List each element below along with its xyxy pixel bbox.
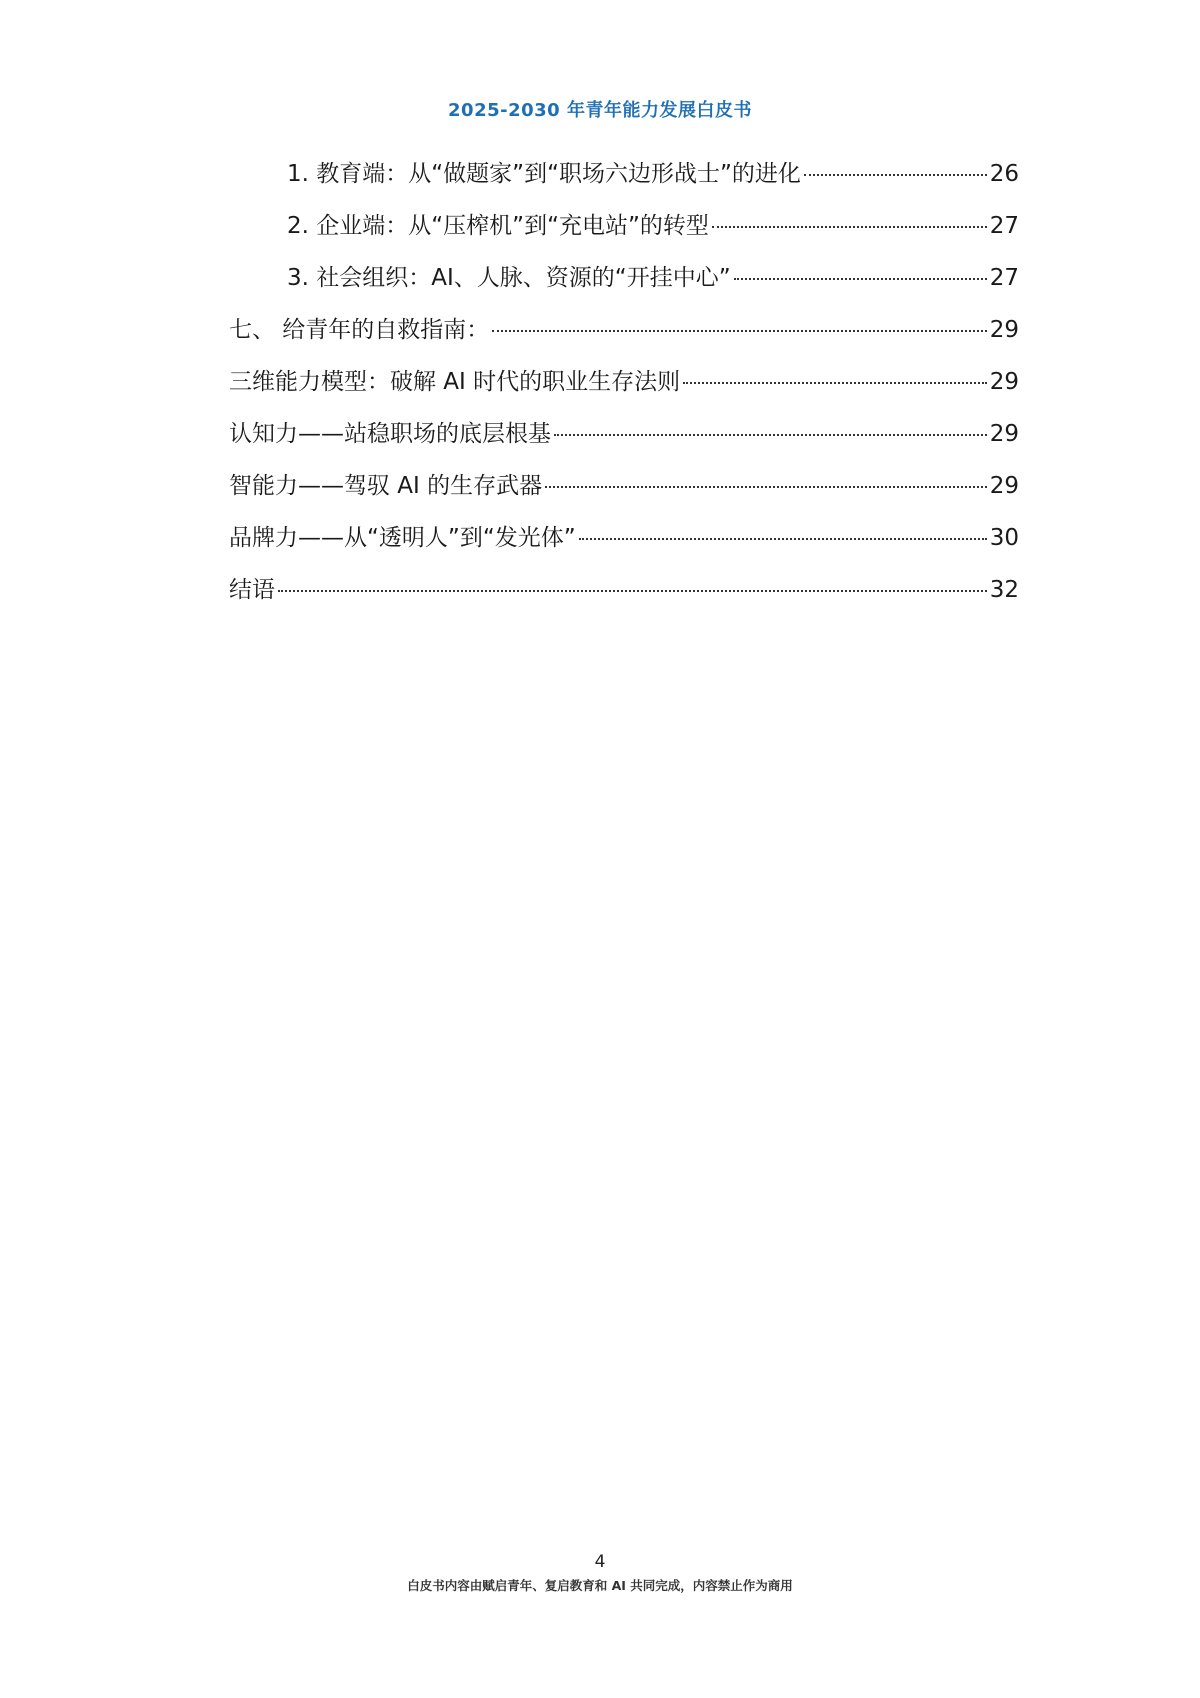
page-number: 4 (594, 1552, 606, 1572)
toc-entry[interactable] (229, 356, 1019, 408)
footer-disclaimer: 白皮书内容由赋启青年、复启教育和 AI 共同完成，内容禁止作为商用 (407, 1578, 793, 1593)
toc-dot-leader (545, 486, 987, 488)
toc-entry[interactable] (229, 200, 1019, 252)
toc-entry[interactable] (229, 252, 1019, 304)
toc-entry-page: 29 (989, 317, 1019, 343)
toc-dot-leader (554, 434, 987, 436)
toc-entry-page: 29 (989, 369, 1019, 395)
toc-dot-leader (804, 174, 987, 176)
toc-entry[interactable] (229, 408, 1019, 460)
toc-entry[interactable] (229, 512, 1019, 564)
toc-entry-page: 29 (989, 473, 1019, 499)
toc-entry-page: 32 (989, 577, 1019, 603)
toc-dot-leader (734, 278, 987, 280)
toc-entry-page: 27 (989, 213, 1019, 239)
toc-entry-title: 智能力——驾驭 AI 的生存武器 (229, 473, 543, 499)
toc-entry-title: 1. 教育端：从“做题家”到“职场六边形战士”的进化 (287, 161, 801, 187)
toc-entry-page: 26 (989, 161, 1019, 187)
toc-dot-leader (579, 538, 987, 540)
toc-dot-leader (712, 226, 987, 228)
toc-entry[interactable] (229, 460, 1019, 512)
toc-entry-title: 2. 企业端：从“压榨机”到“充电站”的转型 (287, 213, 709, 239)
toc-entry-title: 七、 给青年的自救指南： (229, 317, 490, 343)
toc-dot-leader (278, 590, 987, 592)
toc-dot-leader (683, 382, 987, 384)
toc-entry[interactable] (229, 304, 1019, 356)
toc-entry-page: 30 (989, 525, 1019, 551)
toc-dot-leader (492, 330, 986, 332)
toc-entry-title: 结语 (229, 577, 275, 603)
toc-entry-page: 29 (989, 421, 1019, 447)
toc-entry-title: 认知力——站稳职场的底层根基 (229, 421, 551, 447)
running-header: 2025-2030 年青年能力发展白皮书 (448, 100, 752, 121)
toc-entry-title: 三维能力模型：破解 AI 时代的职业生存法则 (229, 369, 681, 395)
toc-entry-title: 品牌力——从“透明人”到“发光体” (229, 525, 576, 551)
toc-entry[interactable] (229, 564, 1019, 616)
toc-entry-page: 27 (989, 265, 1019, 291)
toc-entry-title: 3. 社会组织：AI、人脉、资源的“开挂中心” (287, 265, 731, 291)
table-of-contents (229, 148, 1019, 616)
toc-entry[interactable] (229, 148, 1019, 200)
